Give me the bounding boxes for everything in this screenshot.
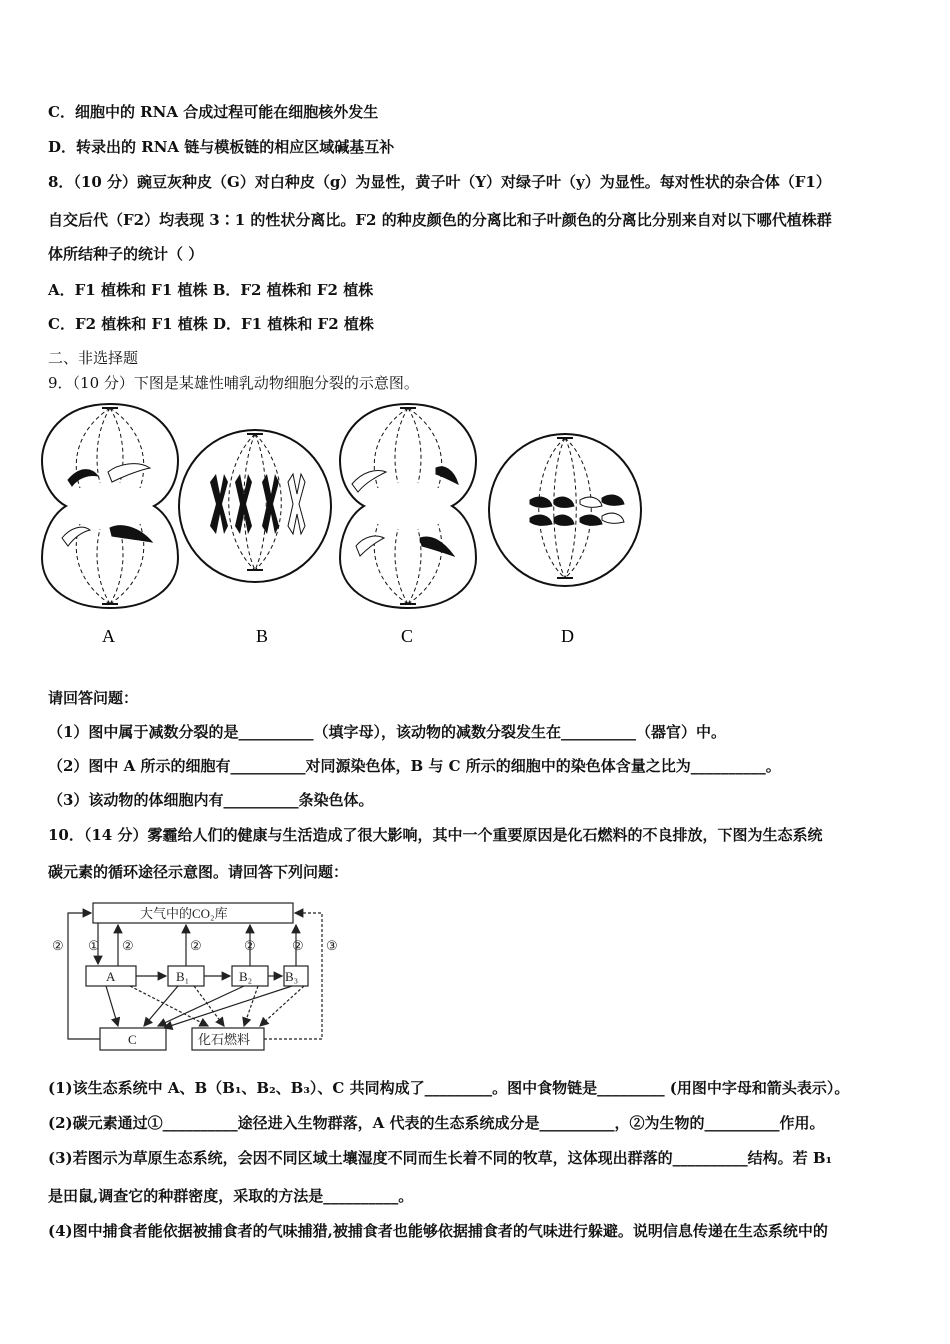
path-2-b1: ② xyxy=(190,938,202,953)
label-b2: B₂ xyxy=(239,969,253,984)
q9-stem: 9．（10 分）下图是某雄性哺乳动物细胞分裂的示意图。 xyxy=(48,374,419,392)
cell-c-outline xyxy=(340,404,476,608)
q8-options-ab: A．F1 植株和 F1 植株 B．F2 植株和 F2 植株 xyxy=(48,281,374,299)
q8-options-cd: C．F2 植株和 F1 植株 D．F1 植株和 F2 植株 xyxy=(48,315,374,333)
path-2-a: ② xyxy=(122,938,134,953)
label-c: C xyxy=(128,1032,137,1047)
q10-part3-line2: 是田鼠,调查它的种群密度，采取的方法是__________。 xyxy=(48,1187,414,1205)
q10-part2: (2)碳元素通过①__________途径进入生物群落，A 代表的生态系统成分是__________，②为生物的__________作用。 xyxy=(48,1114,825,1132)
q10-part3-line1: (3)若图示为草原生态系统，会因不同区域土壤湿度不同而生长着不同的牧草，这体现出群落的__________结构。若 B₁ xyxy=(48,1149,833,1167)
section-title: 二、非选择题 xyxy=(48,349,139,367)
path-1: ① xyxy=(88,938,100,953)
q9-part2: （2）图中 A 所示的细胞有__________对同源染色体，B 与 C 所示的细胞中的染色体含量之比为__________。 xyxy=(48,757,781,775)
cell-b-outline xyxy=(179,430,331,582)
figure-label-a: A xyxy=(102,626,115,646)
label-a: A xyxy=(106,969,116,984)
cell-a-outline xyxy=(42,404,178,608)
q7-option-c: C．细胞中的 RNA 合成过程可能在细胞核外发生 xyxy=(48,103,379,121)
label-fossil-fuel: 化石燃料 xyxy=(198,1032,251,1047)
q10-stem-line2: 碳元素的循环途径示意图。请回答下列问题： xyxy=(48,863,349,881)
label-b3: B₃ xyxy=(285,969,299,984)
figure-label-d: D xyxy=(561,626,574,646)
q10-part4: (4)图中捕食者能依据被捕食者的气味捕猎,被捕食者也能够依据捕食者的气味进行躲避。说明信息传递在生态系统中的 xyxy=(48,1222,828,1240)
path-2-b2: ② xyxy=(244,938,256,953)
q9-prompt: 请回答问题： xyxy=(48,689,139,707)
q8-stem-line1: 8．（10 分）豌豆灰种皮（G）对白种皮（g）为显性，黄子叶（Y）对绿子叶（y）为显性。每对性状的杂合体（F1） xyxy=(48,173,831,191)
cell-division-figure xyxy=(40,398,650,653)
figure-label-c: C xyxy=(401,626,414,646)
q10-stem-line1: 10．（14 分）雾霾给人们的健康与生活造成了很大影响，其中一个重要原因是化石燃料的不良排放，下图为生态系统 xyxy=(48,826,823,844)
path-2-left: ② xyxy=(52,938,64,953)
cell-d-outline xyxy=(489,434,641,586)
q8-stem-line3: 体所结种子的统计（ ） xyxy=(48,245,204,263)
q7-option-d: D．转录出的 RNA 链与模板链的相应区域碱基互补 xyxy=(48,138,395,156)
figure-label-b: B xyxy=(256,626,269,646)
label-b1: B₁ xyxy=(176,969,190,984)
path-3: ③ xyxy=(326,938,338,953)
q9-part3: （3）该动物的体细胞内有__________条染色体。 xyxy=(48,791,374,809)
q8-stem-line2: 自交后代（F2）均表现 3∶1 的性状分离比。F2 的种皮颜色的分离比和子叶颜色的分离比分别来自对以下哪代植株群 xyxy=(48,211,832,229)
q9-part1: （1）图中属于减数分裂的是__________（填字母），该动物的减数分裂发生在__________（器官）中。 xyxy=(48,723,726,741)
carbon-cycle-diagram xyxy=(48,898,348,1056)
path-2-b3: ② xyxy=(292,938,304,953)
co2-pool-label: 大气中的CO₂库 xyxy=(140,906,228,921)
q10-part1: (1)该生态系统中 A、B（B₁、B₂、B₃）、C 共同构成了_________。图中食物链是_________ (用图中字母和箭头表示）。 xyxy=(48,1079,850,1097)
